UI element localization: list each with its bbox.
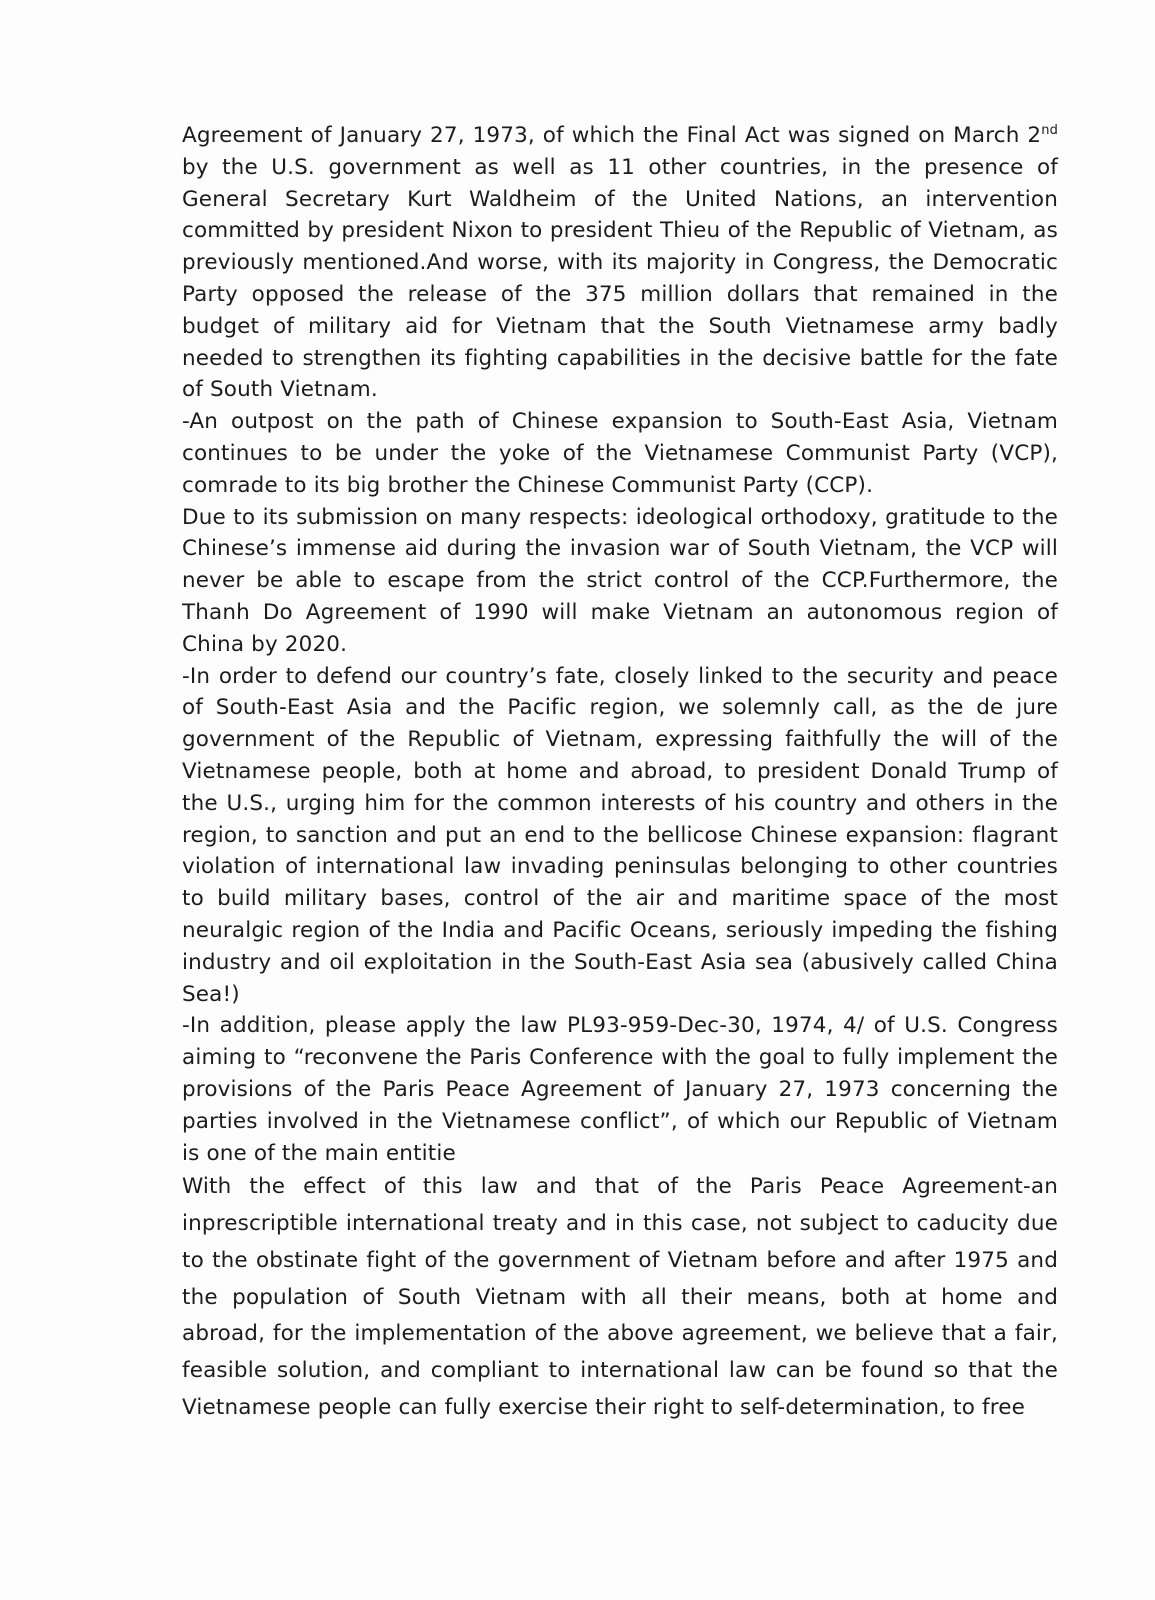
paragraph-4 (182, 661, 1058, 1011)
paragraph-1-text: Agreement of January 27, 1973, of which the Final Act was signed on March 2 (182, 123, 1042, 148)
paragraph-2-text: -An outpost on the path of Chinese expansion to South-East Asia, Vietnam continues to be under the yoke of the Vietnamese Communist Party (VCP), comrade to its big brother the Chinese Communist Party (CCP). (182, 409, 1058, 498)
ordinal-suffix: nd (1041, 122, 1058, 138)
paragraph-1-continuation: by the U.S. government as well as 11 other countries, in the presence of General Secretary Kurt Waldheim of the United Nations, an intervention committed by president Nixon to president Thieu of the Republic of Vietnam, as previously mentioned.And worse, with its majority in Congress, the Democratic Party opposed the release of the 375 million dollars that remained in the budget of military aid for Vietnam that the South Vietnamese army badly needed to strengthen its fighting capabilities in the decisive battle for the fate of South Vietnam. (182, 154, 1058, 403)
paragraph-6 (182, 1169, 1058, 1427)
paragraph-3 (182, 502, 1058, 661)
paragraph-3-text: Due to its submission on many respects: ideological orthodoxy, gratitude to the Chinese’s immense aid during the invasion war of South Vietnam, the VCP will never be able to escape from the strict control of the CCP.Furthermore, the Thanh Do Agreement of 1990 will make Vietnam an autonomous region of China by 2020. (182, 504, 1058, 657)
paragraph-4-text: -In order to defend our country’s fate, closely linked to the security and peace of South-East Asia and the Pacific region, we solemnly call, as the de jure government of the Republic of Vietnam, expressing faithfully the will of the Vietnamese people, both at home and abroad, to president Donald Trump of the U.S., urging him for the common interests of his country and others in the region, to sanction and put an end to the bellicose Chinese expansion: flagrant violation of international law invading peninsulas belonging to other countries to build military bases, control of the air and maritime space of the most neuralgic region of the India and Pacific Oceans, seriously impeding the fishing industry and oil exploitation in the South-East Asia sea (abusively called China Sea!) (182, 663, 1058, 1007)
document-body (182, 120, 1058, 1427)
paragraph-1 (182, 120, 1058, 406)
paragraph-2 (182, 406, 1058, 501)
paragraph-5-text: -In addition, please apply the law PL93-959-Dec-30, 1974, 4/ of U.S. Congress aiming to “reconvene the Paris Conference with the goal to fully implement the provisions of the Paris Peace Agreement of January 27, 1973 concerning the parties involved in the Vietnamese conflict”, of which our Republic of Vietnam is one of the main entitie (182, 1013, 1058, 1166)
paragraph-5 (182, 1010, 1058, 1169)
paragraph-6-text: With the effect of this law and that of the Paris Peace Agreement-an inprescriptible international treaty and in this case, not subject to caducity due to the obstinate fight of the government of Vietnam before and after 1975 and the population of South Vietnam with all their means, both at home and abroad, for the implementation of the above agreement, we believe that a fair, feasible solution, and compliant to international law can be found so that the Vietnamese people can fully exercise their right to self-determination, to free (182, 1174, 1058, 1421)
